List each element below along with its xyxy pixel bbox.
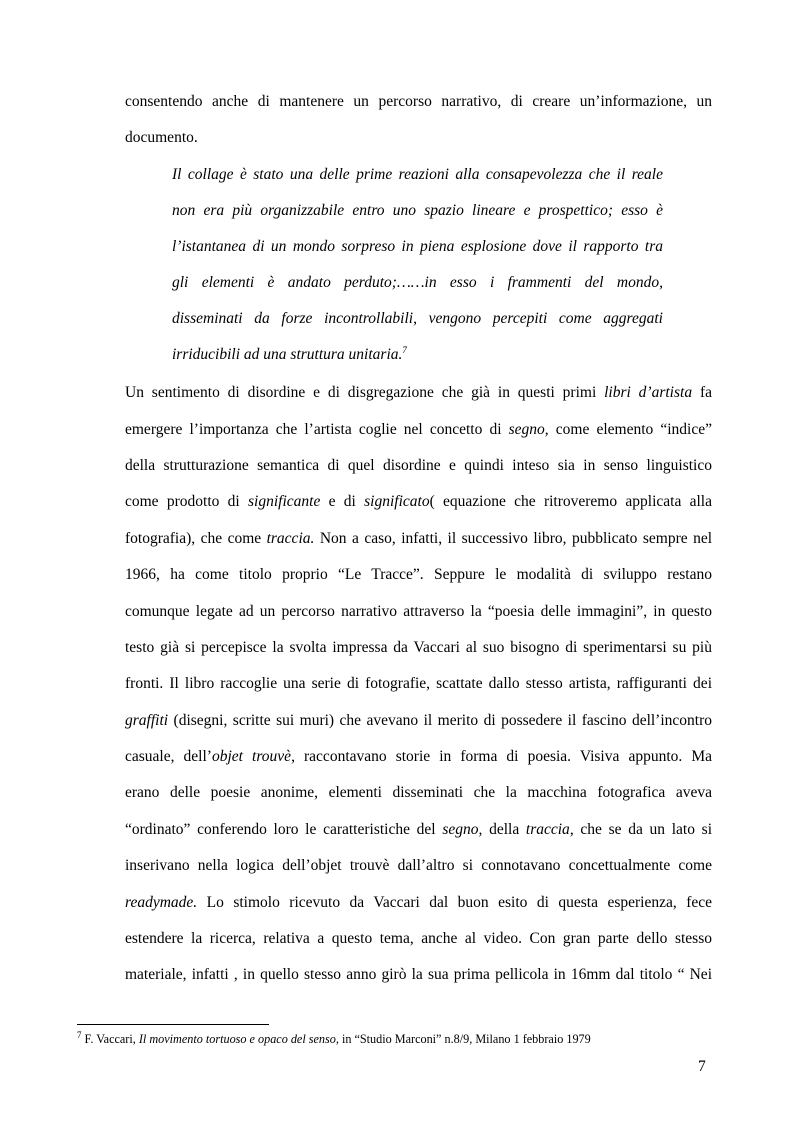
text-run: fa — [692, 384, 712, 401]
italic-text: Il collage è stato una delle prime reazioni alla consapevolezza che il reale — [172, 166, 663, 183]
italic-text: l’istantanea di un mondo sorpreso in piena esplosione dove il rapporto tra — [172, 238, 663, 255]
quote-line — [172, 273, 663, 293]
text-run: estendere la ricerca, relativa a questo tema, anche al video. Con gran parte dello stesso — [125, 930, 712, 947]
text-run: consentendo anche di mantenere un percorso narrativo, di creare un’informazione, un — [125, 93, 712, 110]
quote-line — [172, 237, 663, 257]
italic-text: traccia — [525, 821, 570, 838]
italic-text: segno, — [442, 821, 483, 838]
italic-text: gli elementi è andato perduto;……in esso i frammenti del mondo, — [172, 274, 663, 291]
text-run: come prodotto di — [125, 493, 249, 510]
text-run: (disegni, scritte sui muri) che avevano il merito di possedere il fascino dell’incontro — [168, 712, 712, 729]
text-run: casuale, dell’ — [125, 748, 212, 765]
italic-text: graffiti — [125, 712, 169, 729]
text-run: erano delle poesie anonime, elementi disseminati che la macchina fotografica aveva — [125, 784, 712, 801]
text-run: Un sentimento di disordine e di disgregazione che già in questi primi — [125, 384, 605, 401]
text-run: “ordinato” conferendo loro le caratteristiche del — [125, 821, 443, 838]
body-line — [125, 783, 712, 803]
text-run: della strutturazione semantica di quel disordine e quindi inteso sia in senso linguistico — [125, 457, 712, 474]
page-number: 7 — [698, 1058, 706, 1075]
text-run: fronti. Il libro raccoglie una serie di fotografie, scattate dallo stesso artista, raffiguranti dei — [125, 675, 712, 692]
body-line — [125, 565, 712, 585]
text-run: emergere l’importanza che l’artista coglie nel concetto di — [125, 421, 509, 438]
italic-text: libri d’artista — [604, 384, 693, 401]
text-run: , che se da un lato si — [569, 821, 713, 838]
body-line — [125, 456, 712, 476]
quote-line — [172, 345, 663, 365]
quote-line — [172, 201, 663, 221]
italic-text: Il movimento tortuoso e opaco del senso, — [138, 1032, 339, 1046]
footnote-marker: 7 — [77, 1029, 82, 1040]
body-line — [125, 602, 712, 622]
body-line — [125, 529, 712, 549]
body-line — [125, 929, 712, 949]
text-run: Non a caso, infatti, il successivo libro, pubblicato sempre nel — [314, 530, 713, 547]
body-line — [125, 128, 712, 148]
text-run: testo già si percepisce la svolta impressa da Vaccari al suo bisogno di sperimentarsi su più — [125, 639, 712, 656]
quote-line — [172, 165, 663, 185]
text-run: ( equazione che ritroveremo applicata alla — [429, 493, 712, 510]
body-line — [125, 383, 712, 403]
body-line — [125, 638, 712, 658]
text-run: documento. — [125, 129, 198, 146]
body-line — [125, 893, 712, 913]
text-run: materiale, infatti , in quello stesso anno girò la sua prima pellicola in 16mm dal titolo “ Nei — [125, 966, 712, 983]
footnote — [77, 1031, 591, 1047]
body-line — [125, 492, 712, 512]
body-line — [125, 674, 712, 694]
italic-text: significato — [364, 493, 430, 510]
italic-text: segno, — [508, 421, 549, 438]
text-run: e di — [320, 493, 365, 510]
text-run: 1966, ha come titolo proprio “Le Tracce”. Seppure le modalità di sviluppo restano — [125, 566, 712, 583]
body-line — [125, 856, 712, 876]
body-line — [125, 820, 712, 840]
quote-line — [172, 309, 663, 329]
body-line — [125, 92, 712, 112]
body-line — [125, 420, 712, 440]
text-run: della — [482, 821, 526, 838]
italic-text: significante — [248, 493, 321, 510]
body-line — [125, 965, 712, 985]
italic-text: objet trouvè — [211, 748, 292, 765]
italic-text: irriducibili ad una struttura unitaria. — [172, 346, 403, 363]
italic-text: traccia. — [266, 530, 315, 547]
text-run: in “Studio Marconi” n.8/9, Milano 1 febbraio 1979 — [338, 1032, 591, 1046]
text-run: fotografia), che come — [125, 530, 267, 547]
text-run: F. Vaccari, — [81, 1032, 139, 1046]
text-run: Lo stimolo ricevuto da Vaccari dal buon esito di questa esperienza, fece — [197, 894, 712, 911]
footnote-separator — [77, 1024, 269, 1025]
italic-text: non era più organizzabile entro uno spazio lineare e prospettico; esso è — [172, 202, 663, 219]
italic-text: disseminati da forze incontrollabili, vengono percepiti come aggregati — [172, 310, 663, 327]
italic-text: readymade. — [125, 894, 198, 911]
text-run: , raccontavano storie in forma di poesia. Visiva appunto. Ma — [291, 748, 712, 765]
body-line — [125, 711, 712, 731]
footnote-marker: 7 — [402, 344, 407, 355]
text-run: come elemento “indice” — [548, 421, 712, 438]
text-run: inserivano nella logica dell’objet trouvè dall’altro si connotavano concettualmente come — [125, 857, 712, 874]
body-line — [125, 747, 712, 767]
text-run: comunque legate ad un percorso narrativo attraverso la “poesia delle immagini”, in questo — [125, 603, 712, 620]
